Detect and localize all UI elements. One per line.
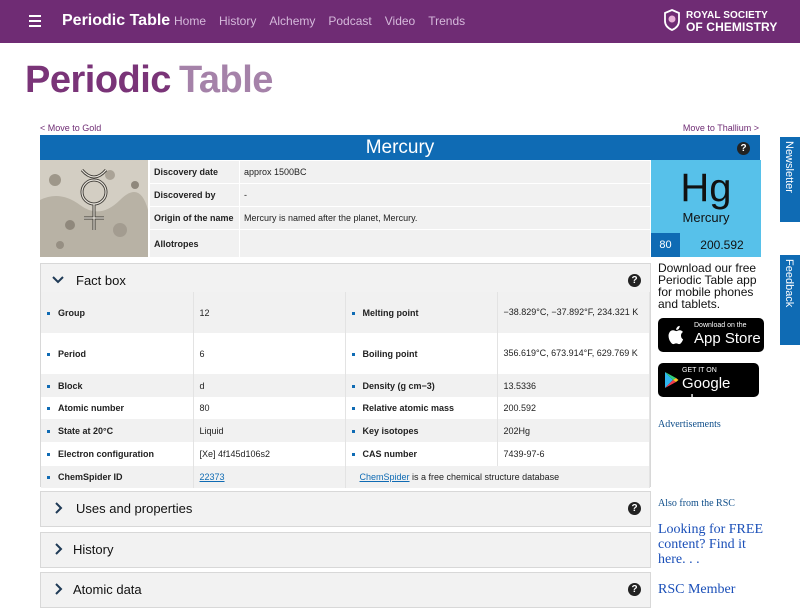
chevron-right-icon — [51, 542, 65, 556]
element-name-bar — [40, 135, 760, 160]
page-title-word1: Periodic — [25, 59, 171, 101]
feedback-tab[interactable]: Feedback — [780, 255, 800, 345]
element-tile-name: Mercury — [682, 210, 730, 225]
nav-video[interactable]: Video — [384, 14, 416, 28]
chemspider-note: ChemSpider is a free chemical structure database — [345, 466, 650, 488]
nav-alchemy[interactable]: Alchemy — [269, 14, 316, 28]
origin-value: Mercury is named after the planet, Mercury. — [240, 207, 651, 230]
help-icon[interactable]: ? — [628, 583, 641, 596]
fact-value: 202Hg — [497, 419, 650, 442]
rsc-logo[interactable] — [663, 9, 781, 33]
app-promo-text: Download our free Periodic Table app for mobile phones and tablets. — [658, 261, 757, 311]
next-element-link[interactable]: Move to Thallium > — [682, 123, 759, 133]
fact-value: 13.5336 — [497, 374, 650, 397]
main-nav — [174, 14, 478, 28]
uses-section-title: Uses and properties — [76, 501, 193, 516]
table-row — [41, 419, 650, 442]
fact-label: Block — [41, 374, 193, 397]
discovered-by-label: Discovered by — [150, 184, 240, 207]
table-row — [41, 466, 650, 488]
prev-element-link[interactable]: < Move to Gold — [40, 123, 102, 133]
nav-trends[interactable]: Trends — [428, 14, 466, 28]
fact-value: −38.829°C, −37.892°F, 234.321 K — [497, 292, 650, 333]
rsc-emblem-icon — [663, 9, 681, 31]
fact-label: Melting point — [345, 292, 497, 333]
allotropes-value — [240, 230, 651, 258]
apple-icon — [668, 324, 686, 346]
fact-label: Relative atomic mass — [345, 397, 497, 419]
fact-label: Boiling point — [345, 333, 497, 374]
google-play-button[interactable] — [658, 363, 759, 409]
appstore-big-label: App Store — [694, 330, 761, 347]
also-from-rsc-label: Also from the RSC — [658, 498, 735, 509]
discovered-by-value: - — [240, 184, 651, 207]
fact-value: d — [193, 374, 345, 397]
fact-value: 80 — [193, 397, 345, 419]
table-row — [150, 207, 651, 230]
chemspider-id-link[interactable]: 22373 — [193, 466, 345, 488]
appstore-small-label: Download on the — [694, 322, 747, 329]
fact-label: Electron configuration — [41, 442, 193, 466]
nav-podcast[interactable]: Podcast — [328, 14, 372, 28]
fact-value: 356.619°C, 673.914°F, 629.769 K — [497, 333, 650, 374]
atomic-number-badge: 80 — [651, 233, 680, 257]
element-tile — [651, 160, 761, 257]
discovery-table — [149, 160, 651, 258]
fact-box-table — [41, 292, 650, 488]
rsc-logo-line2: OF CHEMISTRY — [686, 20, 778, 34]
table-row — [41, 292, 650, 333]
fact-label: Group — [41, 292, 193, 333]
table-row — [150, 230, 651, 258]
rsc-logo-line1: ROYAL SOCIETY — [686, 10, 768, 21]
element-name: Mercury — [365, 137, 435, 158]
fact-label: Period — [41, 333, 193, 374]
allotropes-label: Allotropes — [150, 230, 240, 258]
table-row — [41, 333, 650, 374]
atomic-data-section-header[interactable] — [40, 572, 651, 608]
nav-home[interactable]: Home — [174, 14, 207, 28]
fact-label: ChemSpider ID — [41, 466, 193, 488]
table-row — [150, 184, 651, 207]
fact-box-title: Fact box — [76, 273, 126, 288]
nav-history[interactable]: History — [219, 14, 257, 28]
gplay-small-label: GET IT ON — [682, 367, 717, 374]
table-row — [41, 397, 650, 419]
google-play-icon — [664, 371, 679, 389]
history-section-title: History — [73, 542, 114, 557]
fact-value: 6 — [193, 333, 345, 374]
uses-section-header[interactable] — [40, 491, 651, 527]
newsletter-tab[interactable]: Newsletter — [780, 137, 800, 222]
atomic-mass: 200.592 — [700, 238, 744, 252]
chevron-right-icon — [51, 582, 65, 596]
fact-box-section — [40, 263, 651, 487]
page-title-word2: Table — [178, 59, 273, 101]
fact-value: Liquid — [193, 419, 345, 442]
chemspider-link[interactable]: ChemSpider — [359, 472, 410, 482]
fact-label: Density (g cm−3) — [345, 374, 497, 397]
table-row — [150, 161, 651, 184]
gplay-big-label: Google play — [682, 375, 731, 409]
fact-box-header[interactable] — [41, 264, 650, 294]
advertisements-label: Advertisements — [658, 419, 721, 430]
top-nav-bar — [0, 0, 800, 43]
fact-value: 12 — [193, 292, 345, 333]
help-icon[interactable]: ? — [737, 142, 750, 155]
hamburger-icon[interactable] — [29, 15, 41, 27]
element-illustration — [40, 160, 148, 257]
fact-value: 200.592 — [497, 397, 650, 419]
rsc-member-link[interactable]: RSC Member — [658, 582, 736, 597]
help-icon[interactable]: ? — [628, 502, 641, 515]
mercury-symbol-image — [40, 160, 148, 257]
chevron-down-icon — [51, 273, 65, 287]
free-content-link[interactable]: Looking for FREE content? Find it here. . . — [658, 522, 763, 567]
element-symbol: Hg — [680, 166, 732, 210]
origin-label: Origin of the name — [150, 207, 240, 230]
app-store-button[interactable] — [658, 318, 764, 352]
fact-label: CAS number — [345, 442, 497, 466]
fact-value: 7439-97-6 — [497, 442, 650, 466]
history-section-header[interactable] — [40, 532, 651, 568]
brand-link[interactable]: Periodic Table — [62, 12, 171, 29]
chevron-right-icon — [51, 501, 65, 515]
table-row — [41, 442, 650, 466]
atomic-data-section-title: Atomic data — [73, 582, 142, 597]
discovery-date-label: Discovery date — [150, 161, 240, 184]
page-title — [25, 59, 273, 102]
fact-label: Atomic number — [41, 397, 193, 419]
fact-label: State at 20°C — [41, 419, 193, 442]
discovery-date-value: approx 1500BC — [240, 161, 651, 184]
table-row — [41, 374, 650, 397]
fact-label: Key isotopes — [345, 419, 497, 442]
fact-value: [Xe] 4f145d106s2 — [193, 442, 345, 466]
help-icon[interactable]: ? — [628, 274, 641, 287]
